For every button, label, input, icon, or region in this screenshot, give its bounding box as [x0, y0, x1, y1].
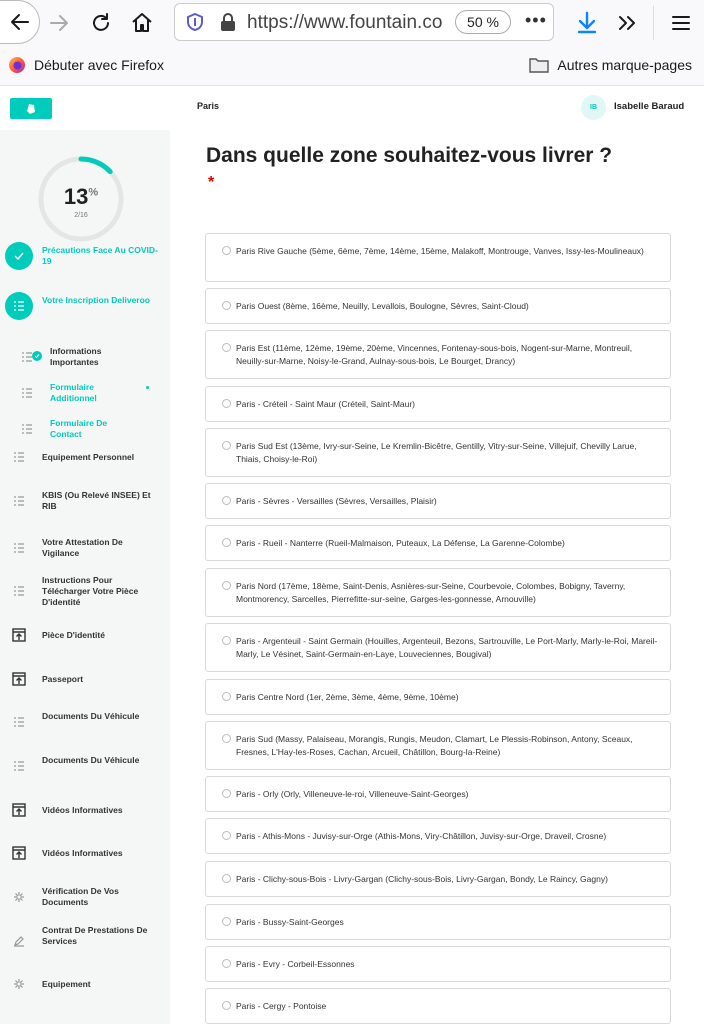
sidebar-item-label: Equipement Personnel: [42, 451, 135, 462]
url-bar[interactable]: [174, 3, 554, 41]
url-text[interactable]: https://www.fountain.co: [247, 12, 443, 33]
lock-icon[interactable]: [219, 12, 237, 37]
forward-button[interactable]: [46, 10, 72, 36]
kangaroo-logo-icon: [25, 103, 37, 115]
list-icon: [8, 446, 30, 468]
header-city: Paris: [197, 101, 220, 111]
zone-radio[interactable]: [222, 874, 231, 883]
sidebar-item-label: Documents Du Véhicule: [42, 755, 140, 765]
zone-option[interactable]: [205, 776, 671, 812]
zone-option-label: Paris - Clichy-sous-Bois - Livry-Gargan (Clichy-sous-Bois, Livry-Gargan, Bondy, Le Raincy, Gagny): [236, 874, 608, 884]
zone-radio[interactable]: [222, 246, 231, 255]
home-icon: [130, 11, 154, 35]
sidebar-item-label: KBIS (Ou Relevé INSEE) Et RIB: [42, 490, 151, 511]
sidebar-item-label: Documents Du Véhicule: [42, 711, 140, 721]
sidebar-item-label: Pièce D'identité: [42, 629, 105, 640]
list-icon: [8, 580, 30, 602]
zone-option[interactable]: [205, 288, 671, 324]
zone-option-label: Paris - Rueil - Nanterre (Rueil-Malmaison, Puteaux, La Défense, La Garenne-Colombe): [236, 538, 565, 548]
sidebar-item-label: Votre Inscription Deliveroo: [42, 295, 151, 305]
progress-percent: [36, 184, 126, 210]
zone-option[interactable]: [205, 946, 671, 982]
sidebar-item-label: Vidéos Informatives: [42, 804, 123, 815]
zone-radio[interactable]: [222, 343, 231, 352]
zone-option[interactable]: [205, 861, 671, 897]
sidebar-item-label: Equipement: [42, 978, 91, 989]
completed-check-icon: [32, 351, 42, 361]
question-title: Dans quelle zone souhaitez-vous livrer ?: [206, 144, 613, 167]
zone-option-label: Paris - Orly (Orly, Villeneuve-le-roi, Villeneuve-Saint-Georges): [236, 789, 469, 799]
required-mark: *: [208, 174, 215, 191]
zone-option-label: Paris Est (11ème, 12ème, 19ème, 20ème, Vincennes, Fontenay-sous-bois, Nogent-sur-Marne, Montreuil, Neuilly-sur-Marne, Noisy-le-Grand, Aulnay-sous-bois, Le Bourget, Drancy): [236, 343, 633, 366]
reload-icon: [90, 12, 112, 34]
user-name[interactable]: Isabelle Baraud: [614, 101, 685, 112]
browser-toolbar: [0, 0, 704, 46]
zone-option-label: Paris Sud (Massy, Palaiseau, Morangis, Rungis, Meudon, Clamart, Le Plessis-Robinson, Antony, Sceaux, Fresnes, L'Hay-les-Roses, Cachan, Arcueil, Châtillon, Bourg-la-Reine): [236, 734, 633, 757]
pen-icon: [8, 930, 30, 952]
arrow-left-icon: [9, 11, 31, 33]
list-icon: [5, 292, 33, 320]
zone-option-label: Paris - Bussy-Saint-Georges: [236, 917, 344, 927]
zone-option-label: Paris - Evry - Corbeil-Essonnes: [236, 959, 355, 969]
list-icon: [8, 755, 30, 777]
progress-percent-sign: %: [88, 186, 99, 199]
zone-radio[interactable]: [222, 441, 231, 450]
zone-radio[interactable]: [222, 581, 231, 590]
zone-radio[interactable]: [222, 959, 231, 968]
sidebar-item-label: Précautions Face Au COVID-19: [42, 245, 158, 266]
zone-option[interactable]: [205, 330, 671, 379]
zone-option[interactable]: [205, 568, 671, 617]
toolbar-divider: [653, 6, 654, 40]
downloads-button[interactable]: [574, 9, 600, 37]
zone-option-label: Paris Nord (17ème, 18ème, Saint-Denis, Asnières-sur-Seine, Courbevoie, Colombes, Bobigny, Taverny, Montmorency, Sarcelles, Pierrefitte-sur-seine, Garges-les-gonnesse, Arnouville): [236, 581, 626, 604]
zone-radio[interactable]: [222, 496, 231, 505]
zone-radio[interactable]: [222, 399, 231, 408]
hamburger-icon: [671, 14, 691, 32]
zone-option-label: Paris Ouest (8ème, 16ème, Neuilly, Levallois, Boulogne, Sèvres, Saint-Cloud): [236, 301, 529, 311]
zone-radio[interactable]: [222, 636, 231, 645]
zone-radio[interactable]: [222, 301, 231, 310]
progress-count: 2/16: [74, 212, 88, 219]
settings-icon: [8, 886, 30, 908]
sidebar-item-label: Passeport: [42, 673, 84, 684]
arrow-right-icon: [48, 12, 70, 34]
zone-option[interactable]: [205, 428, 671, 477]
reload-button[interactable]: [88, 10, 114, 36]
firefox-icon: [8, 56, 26, 74]
list-icon: [16, 418, 38, 440]
zone-radio[interactable]: [222, 734, 231, 743]
progress-ring: [36, 154, 126, 244]
check-icon: [5, 242, 33, 270]
sidebar-item-label: Votre Attestation De Vigilance: [42, 537, 123, 558]
main-content: [170, 130, 704, 1024]
app-header: [0, 86, 704, 130]
list-icon: [8, 537, 30, 559]
zone-option-label: Paris Sud Est (13ème, Ivry-sur-Seine, Le Kremlin-Bicêtre, Gentilly, Vitry-sur-Seine, Villejuif, Chevilly Larue, Thiais, Choisy-le-Roi): [236, 441, 637, 464]
bookmark-getting-started[interactable]: [8, 56, 164, 74]
app-menu-button[interactable]: [668, 10, 694, 36]
bookmark-other[interactable]: [529, 56, 692, 74]
upload-icon: [8, 668, 30, 690]
upload-icon: [8, 842, 30, 864]
sidebar-item-label: Informations Importantes: [50, 346, 102, 367]
list-icon: [16, 382, 38, 404]
zone-option[interactable]: [205, 525, 671, 561]
list-icon: [8, 711, 30, 733]
zone-radio[interactable]: [222, 831, 231, 840]
zone-radio[interactable]: [222, 538, 231, 547]
home-button[interactable]: [128, 9, 156, 37]
zone-radio[interactable]: [222, 692, 231, 701]
deliveroo-logo[interactable]: [10, 98, 52, 119]
zone-option-label: Paris Centre Nord (1er, 2ème, 3ème, 4ème, 9ème, 10ème): [236, 692, 459, 702]
sidebar-item-label: Instructions Pour Télécharger Votre Pièce D'identité: [42, 574, 139, 607]
bookmark-right-label[interactable]: Autres marque-pages: [557, 57, 692, 73]
zone-option[interactable]: [205, 721, 671, 770]
zone-option[interactable]: [205, 988, 671, 1024]
zone-option[interactable]: [205, 483, 671, 519]
sidebar-item-label: Formulaire Additionnel: [50, 382, 97, 403]
zone-option-label: Paris Rive Gauche (5ème, 6ème, 7ème, 14ème, 15ème, Malakoff, Montrouge, Vanves, Issy-les-Moulineaux): [236, 246, 644, 256]
back-button[interactable]: [0, 0, 40, 44]
progress-percent-value: 13: [63, 184, 89, 209]
zone-radio[interactable]: [222, 1001, 231, 1010]
zone-option[interactable]: [205, 679, 671, 715]
list-icon: [8, 490, 30, 512]
sidebar-item-label: Vidéos Informatives: [42, 847, 123, 858]
overflow-menu-button[interactable]: [614, 10, 640, 36]
zone-option[interactable]: [205, 904, 671, 940]
zone-option[interactable]: [205, 233, 671, 282]
zone-option-label: Paris - Argenteuil - Saint Germain (Houilles, Argenteuil, Bezons, Sartrouville, Le Port-Marly, Marly-le-Roi, Mareil-Marly, Le Vésinet, Saint-Germain-en-Laye, Louveciennes, Bougival): [236, 636, 658, 659]
zone-radio[interactable]: [222, 789, 231, 798]
zone-option[interactable]: [205, 818, 671, 854]
zone-radio[interactable]: [222, 917, 231, 926]
zone-option[interactable]: [205, 623, 671, 672]
zone-option-label: Paris - Athis-Mons - Juvisy-sur-Orge (Athis-Mons, Viry-Châtillon, Juvisy-sur-Orge, Draveil, Crosne): [236, 831, 607, 841]
page-actions-icon[interactable]: •••: [525, 10, 547, 30]
sidebar: [0, 130, 170, 1024]
zone-option-label: Paris - Sèvres - Versailles (Sèvres, Versailles, Plaisir): [236, 496, 437, 506]
zone-option[interactable]: [205, 386, 671, 422]
sidebar-item-label: Formulaire De Contact: [50, 418, 108, 439]
chevron-double-right-icon: [616, 12, 638, 34]
bookmarks-bar: [0, 46, 704, 86]
upload-icon: [8, 624, 30, 646]
download-icon: [576, 11, 598, 35]
shield-icon[interactable]: [185, 12, 205, 37]
sidebar-item-label: Vérification De Vos Documents: [42, 886, 119, 907]
upload-icon: [8, 799, 30, 821]
zone-option-label: Paris - Cergy - Pontoise: [236, 1001, 327, 1011]
folder-icon: [529, 56, 549, 74]
zone-option-label: Paris - Créteil - Saint Maur (Créteil, Saint-Maur): [236, 399, 416, 409]
bookmark-left-label[interactable]: Débuter avec Firefox: [34, 57, 164, 73]
sidebar-item-label: Contrat De Prestations De Services: [42, 924, 148, 946]
zoom-level-badge[interactable]: 50 %: [455, 10, 511, 34]
active-indicator-dot: [146, 386, 149, 389]
avatar[interactable]: IB: [581, 95, 606, 120]
settings-icon: [8, 973, 30, 995]
